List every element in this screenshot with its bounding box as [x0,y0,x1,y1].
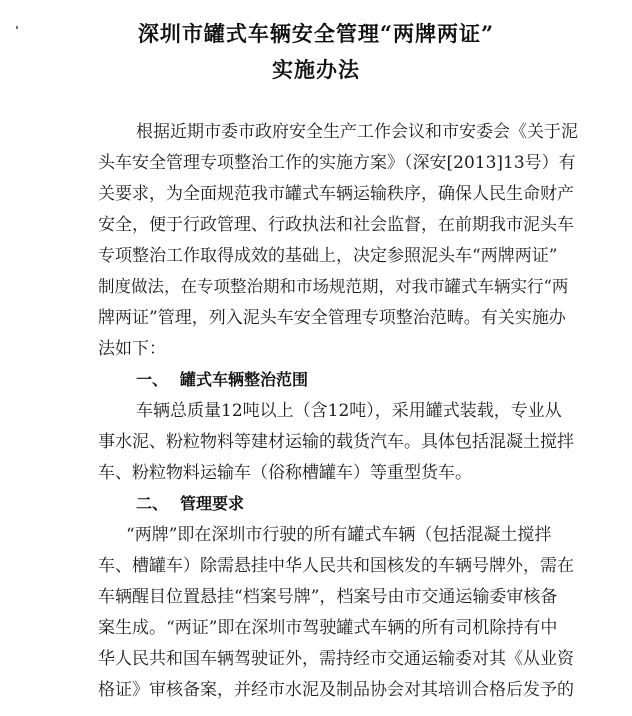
section-heading-2 [136,494,244,514]
paragraph-line: “两牌”即在深圳市行驶的所有罐式车辆（包括混凝土搅拌 [126,525,552,545]
paragraph-line: 事水泥、粉粒物料等建材运输的载货汽车。具体包括混凝土搅拌 [98,432,574,452]
paragraph-line: 车辆总质量12吨以上（含12吨），采用罐式装载，专业从 [136,401,562,421]
paragraph-line: 案生成。“两证”即在深圳市驾驶罐式车辆的所有司机除持有中 [98,618,558,638]
paragraph-line: 牌两证”管理，列入泥头车安全管理专项整治范畴。有关实施办 [98,308,566,328]
paragraph-line: 格证》审核备案，并经市水泥及制品协会对其培训合格后发予的 [98,680,574,700]
section-title: 管理要求 [180,494,245,513]
section-heading-1 [136,370,308,390]
paragraph-line: 车、槽罐车）除需悬挂中华人民共和国核发的车辆号牌外，需在 [98,556,574,576]
paragraph-line: 车辆醒目位置悬挂“档案号牌”，档案号由市交通运输委审核备 [98,587,558,607]
doc-title-line-1: 深圳市罐式车辆安全管理“两牌两证” [137,21,495,46]
paragraph-line: 根据近期市委市政府安全生产工作会议和市安委会《关于泥 [136,122,578,142]
section-number: 一、 [136,370,169,389]
section-number: 二、 [136,494,169,513]
paragraph-line: 专项整治工作取得成效的基础上，决定参照泥头车“两牌两证” [98,246,558,266]
paragraph-line: 车、粉粒物料运输车（俗称槽罐车）等重型货车。 [98,463,472,483]
paragraph-line: 制度做法，在专项整治期和市场规范期，对我市罐式车辆实行“两 [98,277,569,296]
section-title: 罐式车辆整治范围 [180,370,309,389]
paragraph-line: 华人民共和国车辆驾驶证外，需持经市交通运输委对其《从业资 [98,649,574,669]
paragraph-line: 头车安全管理专项整治工作的实施方案》（深安[2013]13号）有 [98,153,576,173]
doc-title-line-2: 实施办法 [272,57,360,82]
paragraph-line: 关要求，为全面规范我市罐式车辆运输秩序，确保人民生命财产 [98,184,574,204]
paragraph-line: 法如下： [98,339,166,359]
paragraph-line: 安全，便于行政管理、行政执法和社会监督，在前期我市泥头车 [98,215,574,235]
